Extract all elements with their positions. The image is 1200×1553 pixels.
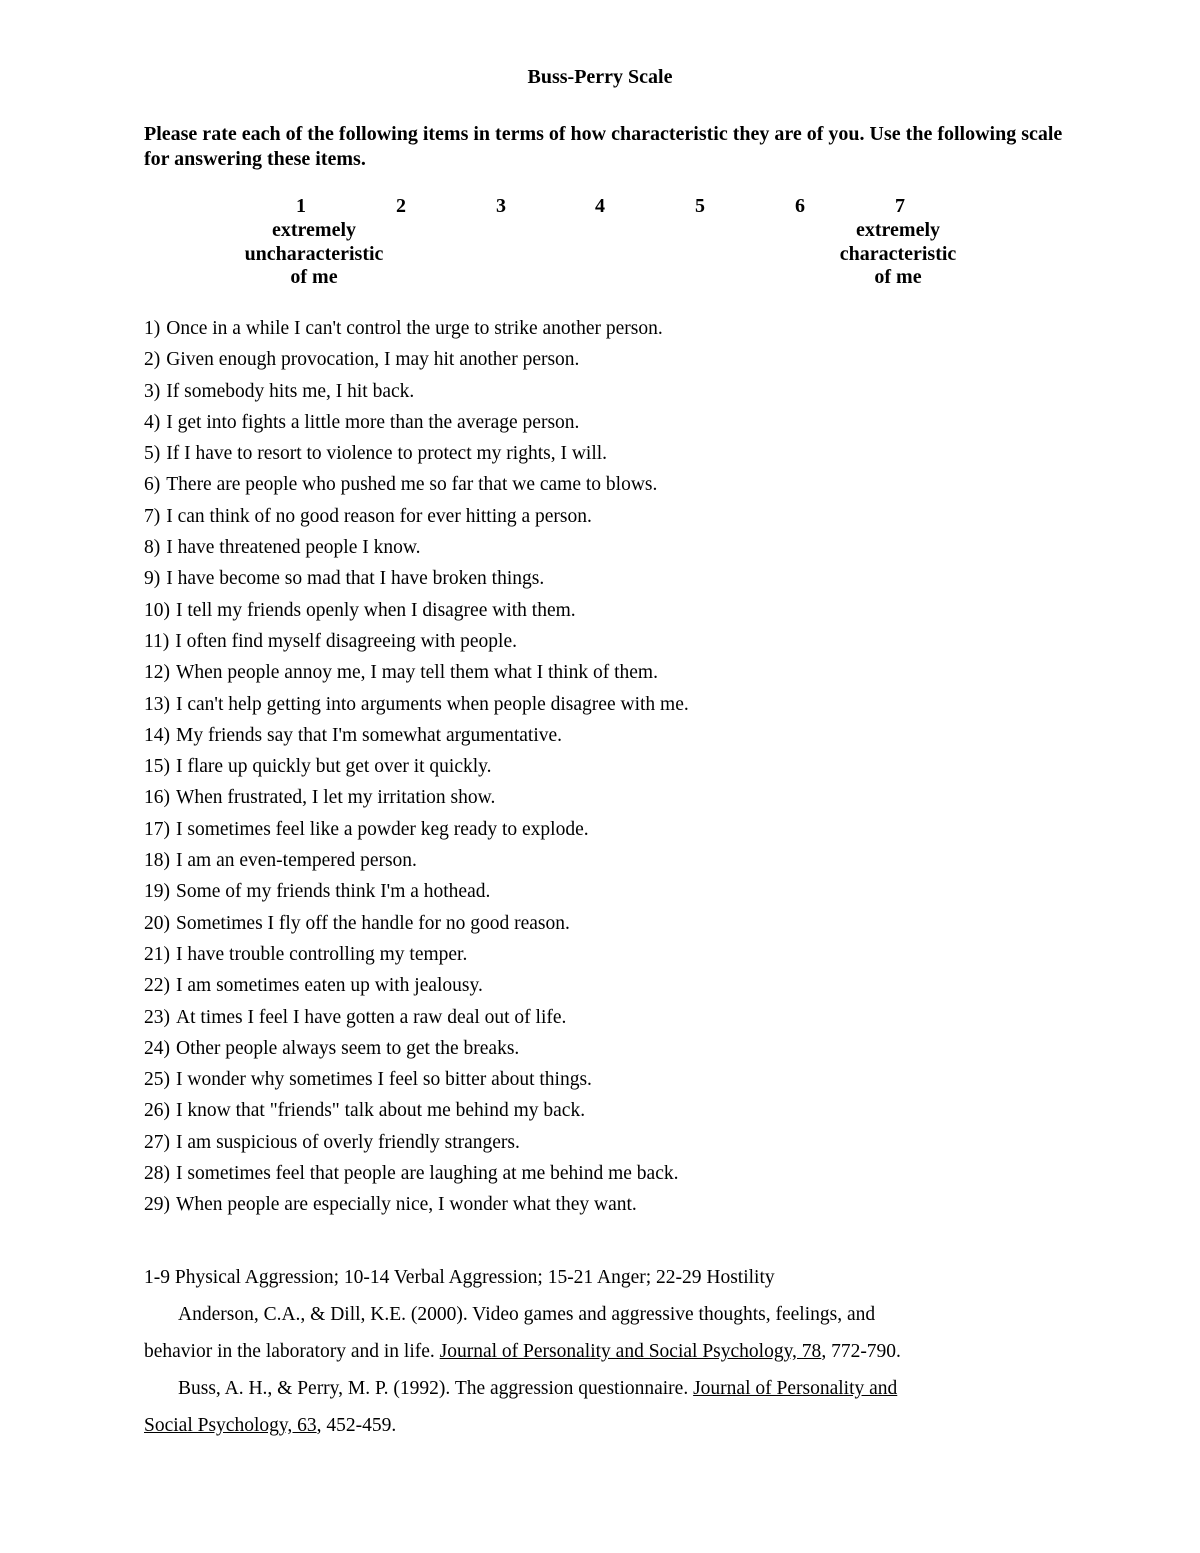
instructions: Please rate each of the following items in terms of how characteristic they are of you. Use the following scale for answering these items. xyxy=(144,123,1063,170)
list-item xyxy=(144,1127,689,1158)
scale-number-7: 7 xyxy=(895,195,905,217)
subscale-key: 1-9 Physical Aggression; 10-14 Verbal Aggression; 15-21 Anger; 22-29 Hostility xyxy=(144,1267,775,1288)
list-item xyxy=(144,376,689,407)
low-anchor-label xyxy=(204,219,424,290)
item-number: 17) xyxy=(144,818,170,840)
reference-buss-line2 xyxy=(144,1408,1054,1444)
item-number: 2) xyxy=(144,349,161,371)
list-item xyxy=(144,939,689,970)
high-anchor-line: characteristic xyxy=(839,242,957,265)
list-item xyxy=(144,1033,689,1064)
item-text: At times I feel I have gotten a raw deal out of life. xyxy=(176,1006,567,1028)
item-text: Sometimes I fly off the handle for no good reason. xyxy=(176,912,570,934)
item-number: 13) xyxy=(144,693,170,715)
journal-title: Social Psychology, 63 xyxy=(144,1415,317,1436)
page-title: Buss-Perry Scale xyxy=(527,66,673,88)
item-text: If somebody hits me, I hit back. xyxy=(166,380,415,402)
scale-number-4: 4 xyxy=(595,195,605,217)
item-text: When people annoy me, I may tell them what I think of them. xyxy=(176,662,658,684)
reference-pages: , 772-790. xyxy=(821,1341,901,1362)
item-text: I tell my friends openly when I disagree with them. xyxy=(176,599,576,621)
item-text: I have trouble controlling my temper. xyxy=(176,943,468,965)
list-item xyxy=(144,407,689,438)
high-anchor-label xyxy=(788,219,1008,290)
item-number: 15) xyxy=(144,756,170,778)
item-text: Once in a while I can't control the urge to strike another person. xyxy=(166,318,663,339)
item-number: 3) xyxy=(144,380,161,402)
list-item xyxy=(144,1189,689,1220)
item-number: 27) xyxy=(144,1131,170,1153)
item-number: 28) xyxy=(144,1163,170,1185)
item-number: 12) xyxy=(144,662,170,684)
item-text: I sometimes feel like a powder keg ready to explode. xyxy=(176,818,589,840)
item-text: I am suspicious of overly friendly strangers. xyxy=(176,1131,520,1153)
list-item xyxy=(144,1158,689,1189)
item-text: When frustrated, I let my irritation show. xyxy=(176,787,496,809)
item-number: 10) xyxy=(144,599,170,621)
list-item xyxy=(144,469,689,500)
list-item xyxy=(144,970,689,1001)
item-number: 5) xyxy=(144,443,161,465)
item-number: 23) xyxy=(144,1006,170,1028)
item-number: 20) xyxy=(144,912,170,934)
item-number: 18) xyxy=(144,850,170,872)
scale-number-6: 6 xyxy=(795,195,805,217)
item-number: 24) xyxy=(144,1037,170,1059)
item-text: I flare up quickly but get over it quickly. xyxy=(176,756,492,778)
low-anchor-line: extremely xyxy=(271,219,357,241)
list-item xyxy=(144,438,689,469)
list-item xyxy=(144,908,689,939)
list-item xyxy=(144,1095,689,1126)
reference-text: Buss, A. H., & Perry, M. P. (1992). The aggression questionnaire. xyxy=(178,1378,694,1399)
item-text: I have threatened people I know. xyxy=(166,537,421,559)
item-number: 19) xyxy=(144,881,170,903)
scale-number-2: 2 xyxy=(396,195,406,217)
item-number: 21) xyxy=(144,943,170,965)
item-text: Some of my friends think I'm a hothead. xyxy=(176,881,491,903)
list-item xyxy=(144,814,689,845)
reference-text: behavior in the laboratory and in life. xyxy=(144,1341,440,1362)
list-item xyxy=(144,720,689,751)
item-text: When people are especially nice, I wonder what they want. xyxy=(176,1194,637,1216)
list-item xyxy=(144,751,689,782)
item-text: Other people always seem to get the breaks. xyxy=(176,1037,520,1059)
scale-number-1: 1 xyxy=(296,195,306,217)
item-text: I sometimes feel that people are laughing at me behind me back. xyxy=(176,1163,679,1185)
item-text: I know that "friends" talk about me behind my back. xyxy=(176,1100,586,1122)
item-text: I get into fights a little more than the average person. xyxy=(166,411,580,433)
item-number: 1) xyxy=(144,318,161,339)
reference-anderson-line2 xyxy=(144,1334,1054,1370)
item-number: 11) xyxy=(144,630,170,652)
item-text: I can think of no good reason for ever hitting a person. xyxy=(166,505,592,527)
item-text: There are people who pushed me so far that we came to blows. xyxy=(166,474,658,496)
list-item xyxy=(144,689,689,720)
item-number: 6) xyxy=(144,474,161,496)
journal-title: Journal of Personality and Social Psychology, 78 xyxy=(439,1341,822,1362)
item-number: 16) xyxy=(144,787,170,809)
item-number: 29) xyxy=(144,1194,170,1216)
journal-title: Journal of Personality and xyxy=(693,1378,898,1399)
list-item xyxy=(144,1002,689,1033)
item-number: 9) xyxy=(144,568,161,590)
list-item xyxy=(144,532,689,563)
scale-number-5: 5 xyxy=(695,195,705,217)
low-anchor-line: of me xyxy=(290,266,338,288)
list-item xyxy=(144,1064,689,1095)
item-number: 26) xyxy=(144,1100,170,1122)
item-number: 4) xyxy=(144,411,161,433)
list-item xyxy=(144,501,689,532)
item-number: 8) xyxy=(144,537,161,559)
list-item xyxy=(144,313,689,344)
item-number: 22) xyxy=(144,975,170,997)
list-item xyxy=(144,563,689,594)
item-text: I can't help getting into arguments when people disagree with me. xyxy=(176,693,689,715)
item-text: Given enough provocation, I may hit another person. xyxy=(166,349,580,371)
list-item xyxy=(144,782,689,813)
item-text: If I have to resort to violence to protect my rights, I will. xyxy=(166,443,608,465)
reference-pages: , 452-459. xyxy=(316,1415,397,1436)
item-text: I have become so mad that I have broken things. xyxy=(166,568,545,590)
list-item xyxy=(144,657,689,688)
list-item xyxy=(144,845,689,876)
list-item xyxy=(144,876,689,907)
item-number: 7) xyxy=(144,505,161,527)
high-anchor-line: of me xyxy=(874,266,922,288)
list-item xyxy=(144,595,689,626)
scale-number-3: 3 xyxy=(496,195,506,217)
list-item xyxy=(144,626,689,657)
item-text: My friends say that I'm somewhat argumentative. xyxy=(176,724,563,746)
item-text: I am sometimes eaten up with jealousy. xyxy=(176,975,483,997)
item-number: 25) xyxy=(144,1069,170,1091)
reference-buss-line1 xyxy=(144,1371,1088,1407)
item-text: I wonder why sometimes I feel so bitter about things. xyxy=(176,1069,592,1091)
low-anchor-line: uncharacteristic xyxy=(244,242,384,265)
item-list xyxy=(144,313,689,1221)
item-text: I often find myself disagreeing with people. xyxy=(175,630,517,652)
high-anchor-line: extremely xyxy=(855,219,941,241)
item-text: I am an even-tempered person. xyxy=(176,850,417,872)
item-number: 14) xyxy=(144,724,170,746)
list-item xyxy=(144,344,689,375)
reference-anderson-line1: Anderson, C.A., & Dill, K.E. (2000). Video games and aggressive thoughts, feelings, and xyxy=(178,1304,876,1325)
